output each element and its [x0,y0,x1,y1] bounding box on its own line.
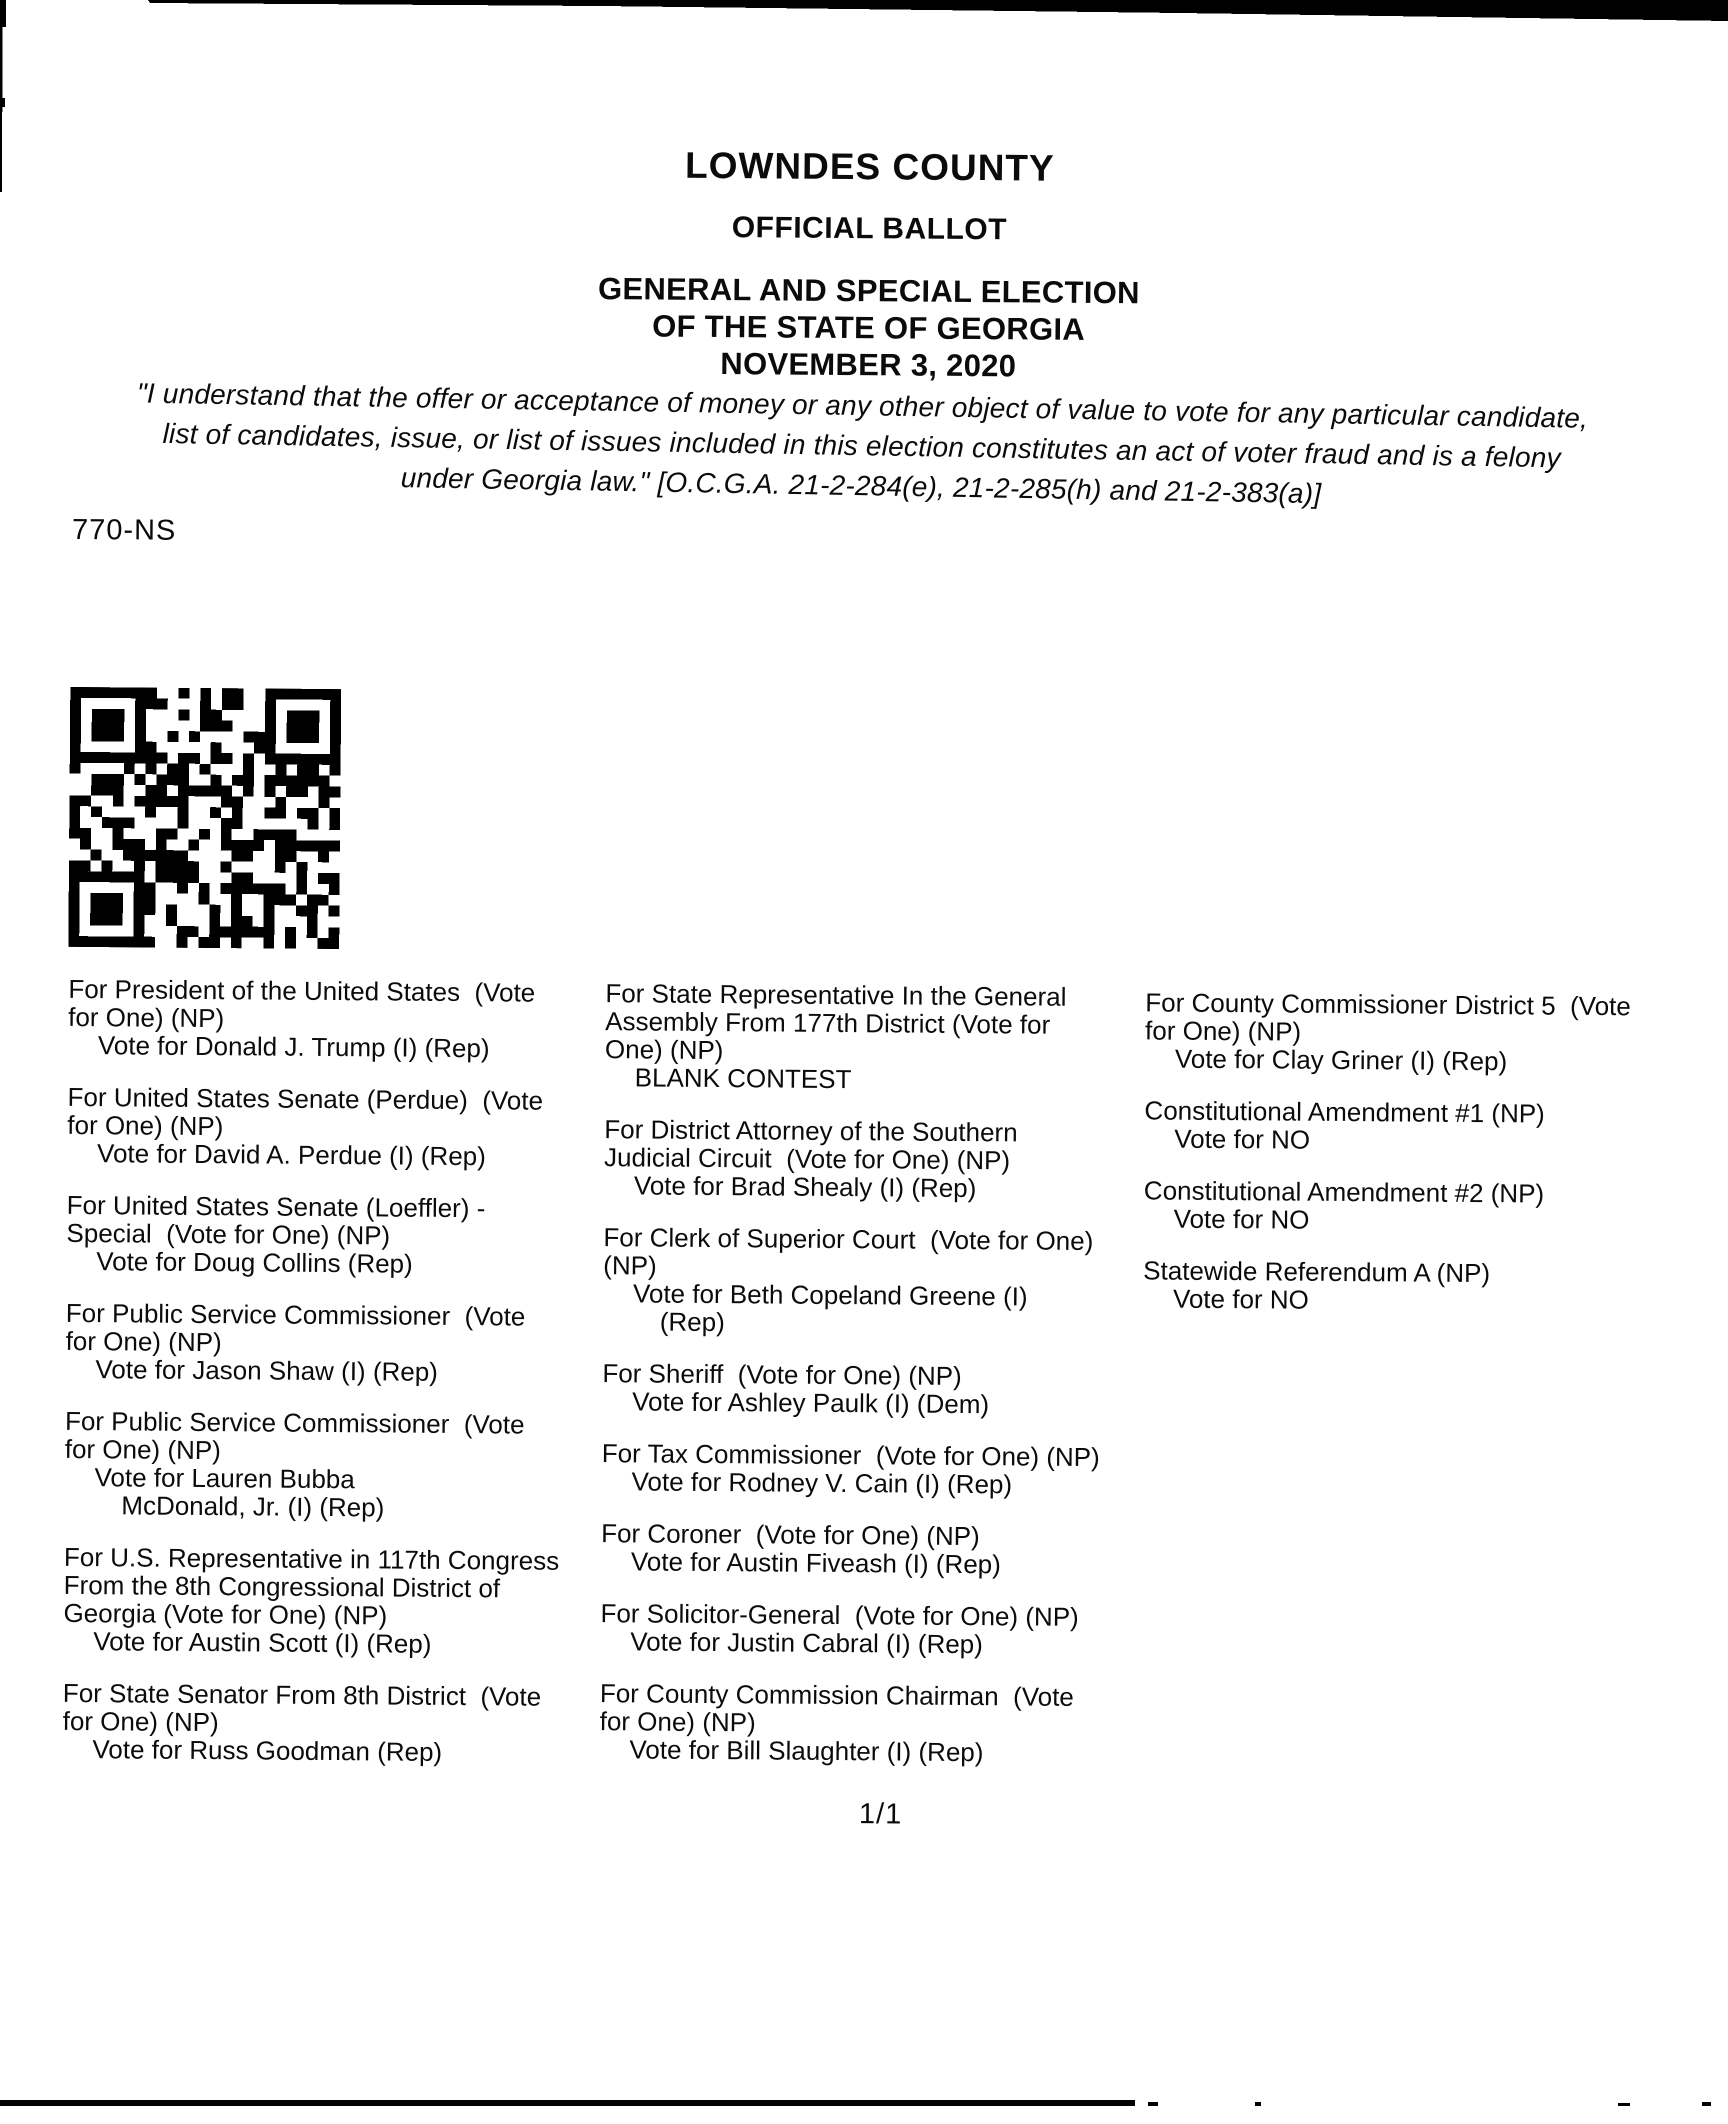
contest-title-line: for One) (NP) [1145,1015,1302,1047]
contest-title-line: Constitutional Amendment #2 (NP) [1143,1175,1545,1209]
contest-block [599,1679,1145,1767]
contest-vote-line: Vote for NO [1174,1123,1311,1155]
voter-fraud-disclaimer [41,372,1683,521]
election-title-line: NOVEMBER 3, 2020 [720,346,1017,384]
contest-title-line: For United States Senate (Loeffler) - [66,1189,486,1224]
contest-title-line: For Solicitor-General (Vote for One) (NP) [600,1598,1079,1632]
contest-block [63,1543,609,1659]
contest-block [1145,988,1728,1077]
contest-block [1144,1096,1728,1157]
contest-block [67,1083,613,1171]
contest-vote-line: Vote for NO [1172,1283,1309,1315]
contest-vote-line: Vote for David A. Perdue (I) (Rep) [97,1138,486,1172]
contest-title-line: for One) (NP) [62,1705,219,1738]
qr-code-image [66,687,344,949]
contest-vote-line: Vote for Donald J. Trump (I) (Rep) [97,1030,490,1064]
contest-title-line: For County Commission Chairman (Vote [599,1678,1074,1712]
contest-block [604,1115,1150,1203]
disclaimer-line: under Georgia law." [O.C.G.A. 21-2-284(e), 21-2-285(h) and 21-2-383(a)] [400,462,1322,510]
contest-vote-line: Vote for Clay Griner (I) (Rep) [1174,1043,1508,1077]
contest-block [64,1407,610,1523]
disclaimer-line: "I understand that the offer or acceptance of money or any other object of value to vote for any particular candidate, [136,377,1589,434]
ballot-style-number: 770-NS [71,513,177,547]
contest-title-line: Georgia (Vote for One) (NP) [63,1597,388,1631]
contest-title-line: Constitutional Amendment #1 (NP) [1144,1095,1545,1129]
contest-block [62,1679,608,1767]
contest-block [1144,1176,1728,1237]
ballot-header [0,139,1728,390]
contest-vote-line: Vote for Beth Copeland Greene (I) [632,1278,1028,1312]
contest-title-line: For United States Senate (Perdue) (Vote [67,1081,544,1116]
contest-title-line: For Coroner (Vote for One) (NP) [601,1518,980,1552]
contest-vote-line: Vote for Jason Shaw (I) (Rep) [95,1354,439,1387]
election-title [0,265,1728,390]
contest-vote-line: McDonald, Jr. (I) (Rep) [121,1490,385,1523]
contest-title-line: For County Commissioner District 5 (Vote [1145,987,1631,1022]
contest-vote-line: BLANK CONTEST [634,1062,852,1095]
contest-title-line: For State Representative In the General [605,978,1067,1012]
contest-block [65,1299,611,1387]
contest-block [605,979,1151,1095]
contest-block [66,1191,612,1279]
contest-block [602,1359,1147,1419]
contest-block [600,1599,1145,1659]
contest-title-line: for One) (NP) [599,1706,756,1738]
contest-title-line: From the 8th Congressional District of [63,1569,501,1604]
ballot-column-left [62,975,613,1791]
county-title: LOWNDES COUNTY [684,144,1055,189]
contest-vote-line: Vote for Lauren Bubba [94,1462,355,1495]
contest-title-line: One) (NP) [604,1034,724,1066]
contest-vote-line: Vote for NO [1173,1203,1310,1235]
election-title-line: GENERAL AND SPECIAL ELECTION [597,271,1140,311]
contest-title-line: For Public Service Commissioner (Vote [64,1405,525,1440]
contest-title-line: For Public Service Commissioner (Vote [65,1297,526,1332]
contest-title-line: For Sheriff (Vote for One) (NP) [602,1358,962,1391]
contest-title-line: Judicial Circuit (Vote for One) (NP) [603,1142,1011,1176]
contest-title-line: for One) (NP) [64,1433,221,1466]
contest-title-line: for One) (NP) [65,1325,222,1358]
contest-vote-line: Vote for Rodney V. Cain (I) (Rep) [631,1466,1013,1500]
contest-vote-line: Vote for Brad Shealy (I) (Rep) [633,1170,977,1204]
election-title-line: OF THE STATE OF GEORGIA [652,308,1086,347]
contest-vote-line: Vote for Austin Scott (I) (Rep) [93,1626,432,1659]
contest-block [603,1223,1149,1339]
contest-block [1143,1256,1728,1317]
contest-vote-line: Vote for Austin Fiveash (I) (Rep) [630,1546,1001,1580]
contest-title-line: Statewide Referendum A (NP) [1143,1255,1491,1289]
contest-vote-line: Vote for Ashley Paulk (I) (Dem) [632,1386,990,1420]
page-number: 1/1 [858,1798,903,1831]
contest-block [601,1519,1146,1579]
contest-vote-line: Vote for Russ Goodman (Rep) [92,1734,443,1767]
contest-title-line: Assembly From 177th District (Vote for [605,1006,1051,1040]
disclaimer-line: list of candidates, issue, or list of issues included in this election constitutes an act of voter fraud and is a felony [162,417,1562,474]
contest-title-line: For District Attorney of the Southern [604,1114,1018,1148]
ballot-column-right [1143,988,1728,1341]
contest-title-line: For Tax Commissioner (Vote for One) (NP) [601,1438,1100,1473]
ballot-column-middle [599,979,1150,1791]
contest-title-line: for One) (NP) [68,1001,225,1034]
official-ballot-title: OFFICIAL BALLOT [731,211,1008,247]
contest-title-line: For President of the United States (Vote [68,973,536,1008]
contest-title-line: (NP) [603,1250,657,1281]
contest-block [601,1439,1146,1499]
contest-title-line: For U.S. Representative in 117th Congress [63,1541,560,1576]
contest-title-line: Special (Vote for One) (NP) [66,1217,391,1251]
contest-title-line: for One) (NP) [67,1109,224,1142]
contest-title-line: For State Senator From 8th District (Vote [62,1677,542,1712]
contest-vote-line: Vote for Justin Cabral (I) (Rep) [630,1626,983,1660]
contest-block [68,975,614,1063]
contest-vote-line: (Rep) [659,1306,725,1338]
contest-title-line: For Clerk of Superior Court (Vote for One) [603,1222,1094,1256]
contest-vote-line: Vote for Bill Slaughter (I) (Rep) [629,1734,984,1768]
contest-vote-line: Vote for Doug Collins (Rep) [96,1246,413,1279]
